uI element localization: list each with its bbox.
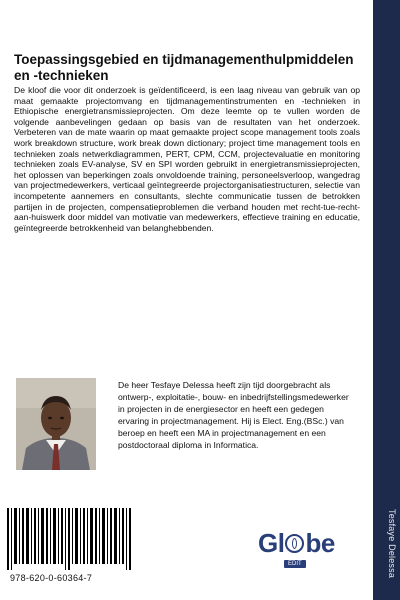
publisher-logo xyxy=(258,528,338,572)
logo-tag: EDIT xyxy=(284,560,306,568)
book-description: De kloof die voor dit onderzoek is geïdentificeerd, is een laag niveau van gebruik van op maat gemaakte projectomvang en tijdmanagementinstrumenten en -technieken in Ethiopische energietransmissieprojecten. Om deze leemte op te vullen worden de volgende aanbevelingen gedaan op basis van de resultaten van het onderzoek. Verbeteren van de mate waarin op maat gemaakte project scope management tools zoals work breakdown structure, work break down dictionary; project time management tools en technieken zoals netwerkdiagrammen, PERT, CPM, CCM, projectevaluatie en monitoring technieken zoals EV-analyse, SV en SPI worden gebruikt in energietransmissieprojecten, het oplossen van beperkingen zoals onvoldoende training, personeelsverloop, wangedrag van projectmedewerkers, verticaal geïntegreerde projectorganisatiestructuren, selectie van incompetente aannemers en consultants, slechte communicatie tussen de betrokken partijen in de projecten, compensatieproblemen die verband houden met recht-tue-recht-aan-huiswerk door middel van motivatie van medewerkers, effectieve training en educatie, geïntegreerde betrokkenheid van belanghebbenden. xyxy=(14,85,360,233)
author-bio: De heer Tesfaye Delessa heeft zijn tijd doorgebracht als ontwerp-, exploitatie-, bouw- en inbedrijfstellingsmedewerker in projecten in de energiesector en heeft een gedegen ervaring in projectmanagement. Hij is Elect. Eng.(BSc.) van beroep en heeft een MA in projectmanagement en een postdoctoraal diploma in Informatica. xyxy=(118,380,349,450)
logo-prefix: Gl xyxy=(258,528,285,558)
barcode-icon xyxy=(5,508,135,570)
book-title: Toepassingsgebied en tijdmanagementhulpmiddelen en -technieken xyxy=(14,52,354,83)
isbn-number: 978-620-0-60364-7 xyxy=(10,573,93,583)
author-portrait-icon xyxy=(16,378,96,470)
logo-suffix: be xyxy=(305,528,335,558)
globe-icon xyxy=(285,534,304,553)
spine xyxy=(373,0,400,600)
globe-logo-icon xyxy=(258,528,335,559)
author-photo xyxy=(16,378,96,470)
spine-author: Tesfaye Delessa xyxy=(387,508,397,578)
